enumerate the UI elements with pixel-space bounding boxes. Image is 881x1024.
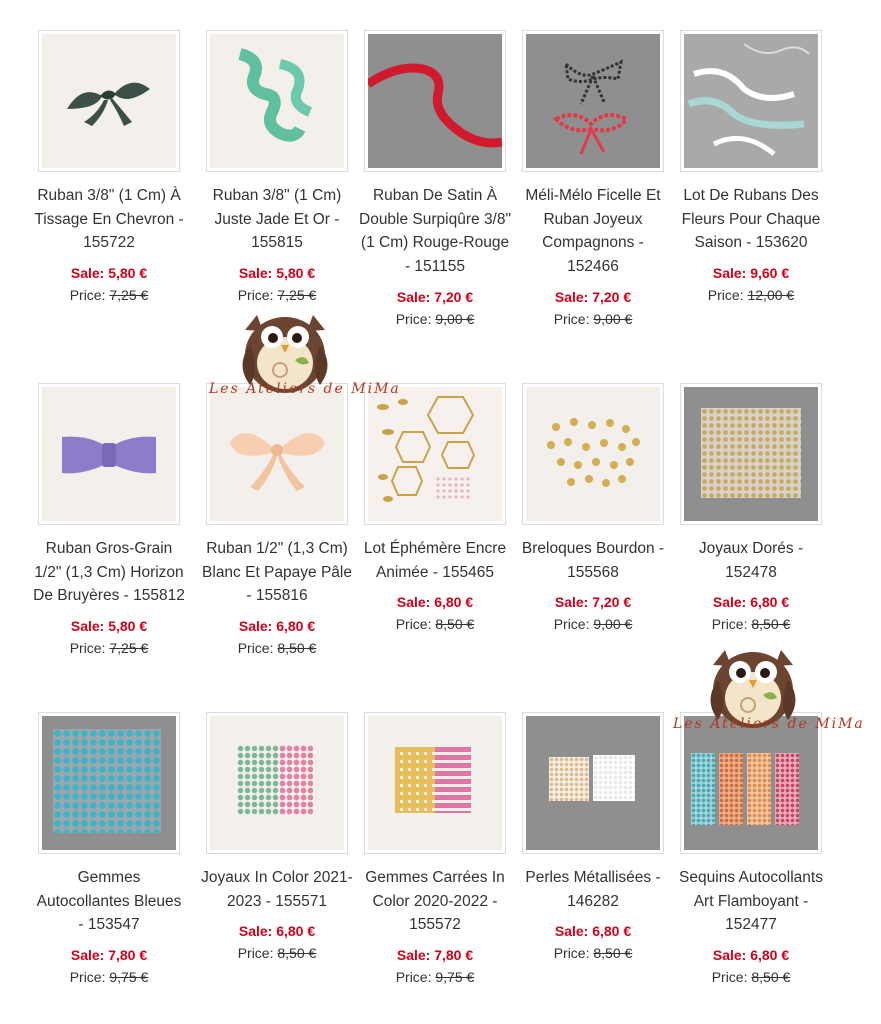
sale-price: Sale: 6,80 € <box>712 947 790 964</box>
regular-price: Price: 9,75 € <box>395 969 475 986</box>
product-image[interactable] <box>680 30 822 172</box>
bow-icon <box>210 387 344 521</box>
sale-price: Sale: 5,80 € <box>70 618 148 635</box>
regular-price: Price: 9,00 € <box>395 310 475 327</box>
sale-price: Sale: 9,60 € <box>712 265 790 282</box>
product-title[interactable]: Ruban De Satin À Double Surpiqûre 3/8" (1 Cm) Rouge-Rouge - 151155 <box>359 187 511 276</box>
product-card[interactable] <box>356 712 514 985</box>
watermark-text: Les Ateliers de MiMa <box>209 381 401 397</box>
regular-price: Price: 8,50 € <box>711 969 791 986</box>
ribbon-icon <box>368 34 502 168</box>
gem-grid-icon <box>53 729 161 833</box>
bow-icon <box>42 387 176 521</box>
pearl-sheet-icon <box>549 757 589 801</box>
product-card[interactable] <box>514 383 672 632</box>
sale-price: Sale: 6,80 € <box>238 618 316 635</box>
regular-price: Price: 7,25 € <box>69 640 149 657</box>
jewel-grid-icon <box>701 408 801 498</box>
watermark <box>205 305 401 405</box>
sequin-sheet-icon <box>691 753 715 825</box>
hexagon-icon <box>368 387 502 521</box>
product-card[interactable] <box>356 383 514 632</box>
sale-price: Sale: 7,20 € <box>554 594 632 611</box>
sale-price: Sale: 6,80 € <box>712 594 790 611</box>
regular-price: Price: 8,50 € <box>711 616 791 633</box>
bee-icon <box>526 387 660 521</box>
sale-price: Sale: 7,20 € <box>396 288 474 305</box>
regular-price: Price: 9,75 € <box>69 969 149 986</box>
product-card[interactable] <box>30 30 188 303</box>
regular-price: Price: 8,50 € <box>395 616 475 633</box>
sale-price: Sale: 6,80 € <box>554 923 632 940</box>
regular-price: Price: 9,00 € <box>553 310 633 327</box>
product-image[interactable] <box>364 712 506 854</box>
product-title[interactable]: Sequins Autocollants Art Flamboyant - 152477 <box>679 869 823 934</box>
product-card[interactable] <box>672 30 830 303</box>
product-image[interactable] <box>522 30 664 172</box>
sale-price: Sale: 5,80 € <box>238 265 316 282</box>
product-image[interactable] <box>522 383 664 525</box>
twine-icon <box>526 34 660 168</box>
regular-price: Price: 12,00 € <box>707 287 795 304</box>
sale-price: Sale: 5,80 € <box>70 265 148 282</box>
product-card[interactable] <box>198 712 356 961</box>
product-card[interactable] <box>356 30 514 327</box>
product-image[interactable] <box>364 30 506 172</box>
regular-price: Price: 8,50 € <box>237 640 317 657</box>
watermark-text: Les Ateliers de MiMa <box>673 716 865 732</box>
product-title[interactable]: Ruban Gros-Grain 1/2" (1,3 Cm) Horizon De Bruyères - 155812 <box>33 540 185 605</box>
product-card[interactable] <box>198 383 356 656</box>
ribbon-icon <box>210 34 344 168</box>
regular-price: Price: 8,50 € <box>237 945 317 962</box>
product-card[interactable] <box>672 383 830 632</box>
product-card[interactable] <box>672 712 830 985</box>
product-card[interactable] <box>198 30 356 303</box>
product-title[interactable]: Perles Métallisées - 146282 <box>525 869 661 910</box>
product-image[interactable] <box>364 383 506 525</box>
product-card[interactable] <box>30 712 188 985</box>
sale-price: Sale: 6,80 € <box>396 594 474 611</box>
product-title[interactable]: Gemmes Autocollantes Bleues - 153547 <box>36 869 182 934</box>
product-card[interactable] <box>514 30 672 327</box>
product-image[interactable] <box>206 30 348 172</box>
product-image[interactable] <box>206 712 348 854</box>
product-title[interactable]: Lot Éphémère Encre Animée - 155465 <box>363 540 507 581</box>
ribbon-icon <box>42 34 176 168</box>
product-image[interactable] <box>680 383 822 525</box>
product-title[interactable]: Lot De Rubans Des Fleurs Pour Chaque Saison - 153620 <box>681 187 821 252</box>
regular-price: Price: 7,25 € <box>69 287 149 304</box>
product-image[interactable] <box>522 712 664 854</box>
regular-price: Price: 9,00 € <box>553 616 633 633</box>
regular-price: Price: 8,50 € <box>553 945 633 962</box>
product-title[interactable]: Joyaux In Color 2021-2023 - 155571 <box>201 869 353 910</box>
product-card[interactable] <box>514 712 672 961</box>
sale-price: Sale: 7,80 € <box>396 947 474 964</box>
product-image[interactable] <box>38 383 180 525</box>
sale-price: Sale: 7,80 € <box>70 947 148 964</box>
product-title[interactable]: Gemmes Carrées In Color 2020-2022 - 155572 <box>365 869 505 934</box>
product-image[interactable] <box>38 30 180 172</box>
product-title[interactable]: Breloques Bourdon - 155568 <box>521 540 665 581</box>
square-gem-grid-icon <box>395 747 435 813</box>
product-card[interactable] <box>30 383 188 656</box>
product-title[interactable]: Méli-Mélo Ficelle Et Ruban Joyeux Compagnons - 152466 <box>525 187 661 276</box>
ribbon-icon <box>684 34 818 168</box>
product-title[interactable]: Ruban 3/8" (1 Cm) À Tissage En Chevron - 155722 <box>34 187 184 252</box>
product-title[interactable]: Ruban 1/2" (1,3 Cm) Blanc Et Papaye Pâle - 155816 <box>202 540 352 605</box>
product-title[interactable]: Ruban 3/8" (1 Cm) Juste Jade Et Or - 155815 <box>212 187 342 252</box>
sale-price: Sale: 6,80 € <box>238 923 316 940</box>
product-image[interactable] <box>38 712 180 854</box>
regular-price: Price: 7,25 € <box>237 287 317 304</box>
watermark <box>673 640 865 740</box>
sale-price: Sale: 7,20 € <box>554 288 632 305</box>
product-title[interactable]: Joyaux Dorés - 152478 <box>698 540 804 581</box>
